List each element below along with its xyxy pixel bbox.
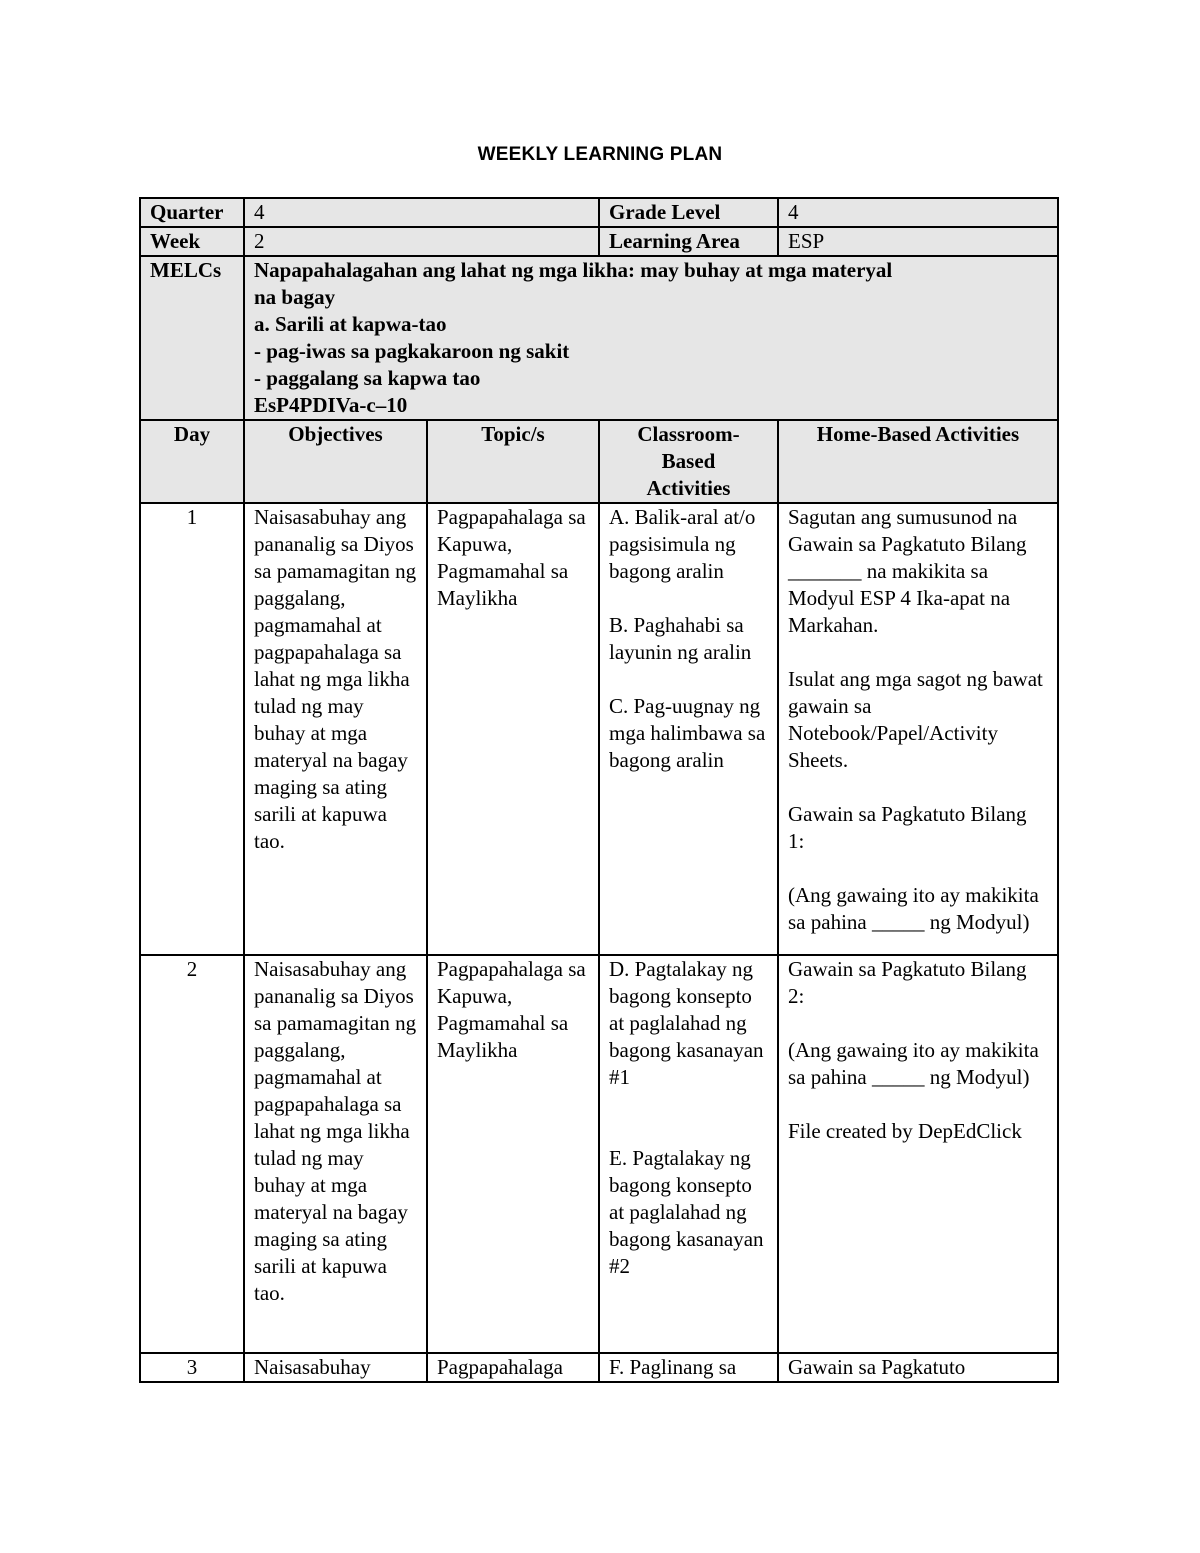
learning-area-label: Learning Area — [599, 227, 778, 256]
table-row — [140, 503, 1058, 955]
day-cell: 2 — [140, 955, 244, 1353]
table-row — [140, 955, 1058, 1353]
learning-plan-table — [139, 197, 1059, 1383]
table-row — [140, 1353, 1058, 1382]
learning-area-value: ESP — [778, 227, 1058, 256]
home-activity-item: Gawain sa Pagkatuto Bilang 2: — [788, 957, 1027, 1008]
header-classroom-line: Based — [661, 449, 716, 473]
home-activity-item: Sagutan ang sumusunod na Gawain sa Pagkatuto Bilang _______ na makikita sa Modyul ESP 4 Ika-apat na Markahan. — [788, 505, 1027, 637]
home-activity-item: Gawain sa Pagkatuto Bilang 1: — [788, 802, 1027, 853]
header-home-activities: Home-Based Activities — [778, 420, 1058, 503]
objective-cell: Naisasabuhay — [244, 1353, 427, 1382]
objective-cell: Naisasabuhay ang pananalig sa Diyos sa pamamagitan ng paggalang, pagmamahal at pagpapahalaga sa lahat ng mga likha tulad ng may buhay at mga materyal na bagay maging sa ating sarili at kapuwa tao. — [244, 955, 427, 1353]
melcs-content — [244, 256, 1058, 420]
melcs-line: Napapahalagahan ang lahat ng mga likha: may buhay at mga materyal — [254, 258, 893, 282]
day-cell: 3 — [140, 1353, 244, 1382]
home-activity-item: (Ang gawaing ito ay makikita sa pahina _____ ng Modyul) — [788, 883, 1039, 934]
activity-item: A. Balik-aral at/o pagsisimula ng bagong aralin — [609, 505, 756, 583]
activity-item: E. Pagtalakay ng bagong konsepto at paglalahad ng bagong kasanayan #2 — [609, 1146, 764, 1278]
melcs-line: - pag-iwas sa pagkakaroon ng sakit — [254, 339, 570, 363]
topic-cell: Pagpapahalaga sa Kapuwa, Pagmamahal sa Maylikha — [427, 503, 599, 955]
activity-item: D. Pagtalakay ng bagong konsepto at paglalahad ng bagong kasanayan #1 — [609, 957, 764, 1089]
activity-item: B. Paghahabi sa layunin ng aralin — [609, 613, 752, 664]
week-row — [140, 227, 1058, 256]
header-objectives: Objectives — [244, 420, 427, 503]
home-activities-cell: Gawain sa Pagkatuto — [778, 1353, 1058, 1382]
home-activity-item: (Ang gawaing ito ay makikita sa pahina _____ ng Modyul) — [788, 1038, 1039, 1089]
quarter-row — [140, 198, 1058, 227]
header-classroom-activities — [599, 420, 778, 503]
melcs-row — [140, 256, 1058, 420]
grade-level-value: 4 — [778, 198, 1058, 227]
header-day: Day — [140, 420, 244, 503]
header-classroom-line: Classroom- — [637, 422, 740, 446]
home-activities-cell — [778, 955, 1058, 1353]
classroom-activities-cell — [599, 503, 778, 955]
day-cell: 1 — [140, 503, 244, 955]
quarter-label: Quarter — [140, 198, 244, 227]
melcs-line: - paggalang sa kapwa tao — [254, 366, 481, 390]
activity-item: C. Pag-uugnay ng mga halimbawa sa bagong aralin — [609, 694, 766, 772]
home-activity-item: Isulat ang mga sagot ng bawat gawain sa Notebook/Papel/Activity Sheets. — [788, 667, 1043, 772]
topic-cell: Pagpapahalaga sa Kapuwa, Pagmamahal sa Maylikha — [427, 955, 599, 1353]
column-header-row — [140, 420, 1058, 503]
melcs-line: a. Sarili at kapwa-tao — [254, 312, 447, 336]
home-activities-cell — [778, 503, 1058, 955]
objective-cell: Naisasabuhay ang pananalig sa Diyos sa pamamagitan ng paggalang, pagmamahal at pagpapahalaga sa lahat ng mga likha tulad ng may buhay at mga materyal na bagay maging sa ating sarili at kapuwa tao. — [244, 503, 427, 955]
home-activity-item: File created by DepEdClick — [788, 1119, 1022, 1143]
melcs-line: EsP4PDIVa-c–10 — [254, 393, 408, 417]
melcs-line: na bagay — [254, 285, 336, 309]
week-value: 2 — [244, 227, 599, 256]
classroom-activities-cell — [599, 955, 778, 1353]
header-classroom-line: Activities — [646, 476, 731, 500]
quarter-value: 4 — [244, 198, 599, 227]
classroom-activities-cell: F. Paglinang sa — [599, 1353, 778, 1382]
grade-level-label: Grade Level — [599, 198, 778, 227]
header-topics: Topic/s — [427, 420, 599, 503]
topic-cell: Pagpapahalaga — [427, 1353, 599, 1382]
melcs-label: MELCs — [140, 256, 244, 420]
page-title: WEEKLY LEARNING PLAN — [477, 144, 723, 165]
week-label: Week — [140, 227, 244, 256]
